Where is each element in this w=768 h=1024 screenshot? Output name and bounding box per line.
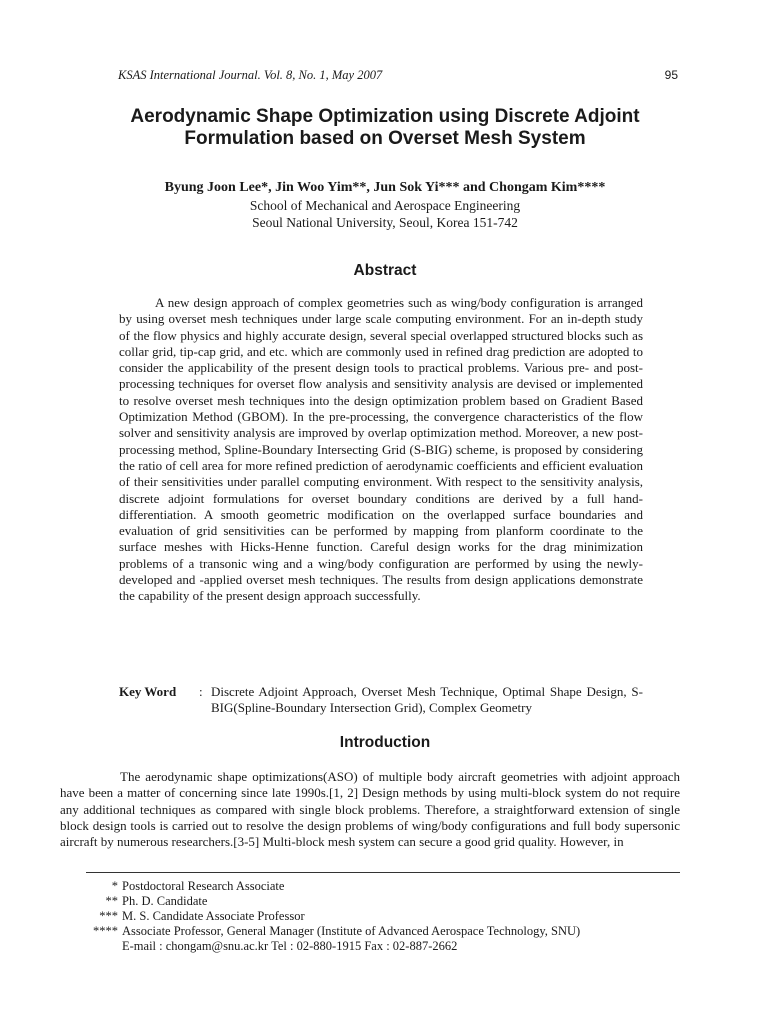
abstract-text: A new design approach of complex geometries such as wing/body configuration is arranged by using overset mesh techniques under large scale computing environment. For an in-depth study of the flow physics and highly accurate design, several special overlapped structured blocks such as collar grid, tip-cap grid, and etc. which are commonly used in refined drag prediction are adopted to consider the applicability of the present design tools to practical problems. Various pre- and post-processing techniques for overset flow analysis and sensitivity analysis are devised or implemented to resolve overset mesh techniques into the design optimization problem based on Gradient Based Optimization Method (GBOM). In the pre-processing, the convergence characteristics of the flow solver and sensitivity analysis are improved by overlap optimization method. Moreover, a new post-processing method, Spline-Boundary Intersecting Grid (S-BIG) scheme, is proposed by considering the ratio of cell area for more refined prediction of aerodynamic coefficients and efficient evaluation of their sensitivities under parallel computing environment. With respect to the sensitivity analysis, discrete adjoint formulations for overset boundary conditions are derived by a full hand-differentiation. A smooth geometric modification on the overlapped surface boundaries and evaluation of grid sensitivities can be performed by mapping from planform coordinate to the surface meshes with Hicks-Henne function. Careful design works for the drag minimization problems of a transonic wing and a wing/body configuration are performed by using the newly-developed and -applied overset mesh techniques. The results from design applications demonstrate the capability of the present design approach successfully. <box>119 295 643 604</box>
footnote-text: Associate Professor, General Manager (Institute of Advanced Aerospace Technology, SNU) <box>122 924 581 938</box>
contact-line <box>60 939 690 954</box>
page-number: 95 <box>664 68 678 82</box>
running-header <box>118 68 678 84</box>
contact-tel: Tel : 02-880-1915 <box>271 939 362 953</box>
title-line-1: Aerodynamic Shape Optimization using Discrete Adjoint <box>130 106 640 127</box>
footnote-mark: ** <box>105 894 118 908</box>
footnote-item <box>60 924 690 939</box>
introduction-text: The aerodynamic shape optimizations(ASO) of multiple body aircraft geometries with adjoint approach have been a matter of concerning since late 1990s.[1, 2] Design methods by using multi-block system do not require any additional techniques as compared with single block problems. Therefore, a straightforward extension of single block design tools is carried out to resolve the design problems of wing/body configurations and full body supersonic aircraft by numerous researchers.[3-5] Multi-block mesh system can secure a good grid quality. However, in <box>60 769 680 850</box>
footnote-item <box>60 909 690 924</box>
footnote-item <box>60 879 690 894</box>
keywords-label: Key Word <box>119 684 177 699</box>
keywords-separator: : <box>199 684 203 699</box>
introduction-heading: Introduction <box>339 734 431 751</box>
footnote-text: Ph. D. Candidate <box>122 894 208 908</box>
keywords-text: Discrete Adjoint Approach, Overset Mesh Technique, Optimal Shape Design, S-BIG(Spline-Boundary Intersection Grid), Complex Geometry <box>211 684 643 715</box>
abstract-heading: Abstract <box>353 262 417 279</box>
journal-citation: KSAS International Journal. Vol. 8, No. 1, May 2007 <box>118 68 383 82</box>
affiliation-university: Seoul National University, Seoul, Korea 151-742 <box>252 215 518 230</box>
title-line-2: Formulation based on Overset Mesh System <box>184 128 586 149</box>
footnote-mark: *** <box>99 909 118 923</box>
footnotes <box>60 879 690 954</box>
footnote-divider <box>86 872 680 873</box>
affiliation-department: School of Mechanical and Aerospace Engineering <box>249 198 521 213</box>
footnote-mark: * <box>111 879 118 893</box>
author-list: Byung Joon Lee*, Jin Woo Yim**, Jun Sok Yi*** and Chongam Kim**** <box>164 180 606 195</box>
paper-title <box>60 106 710 150</box>
footnote-text: Postdoctoral Research Associate <box>122 879 285 893</box>
contact-details <box>122 939 457 954</box>
footnote-text: M. S. Candidate Associate Professor <box>122 909 305 923</box>
contact-fax: Fax : 02-887-2662 <box>364 939 458 953</box>
footnote-item <box>60 894 690 909</box>
footnote-mark: **** <box>93 924 118 938</box>
contact-email: E-mail : chongam@snu.ac.kr <box>122 939 269 953</box>
